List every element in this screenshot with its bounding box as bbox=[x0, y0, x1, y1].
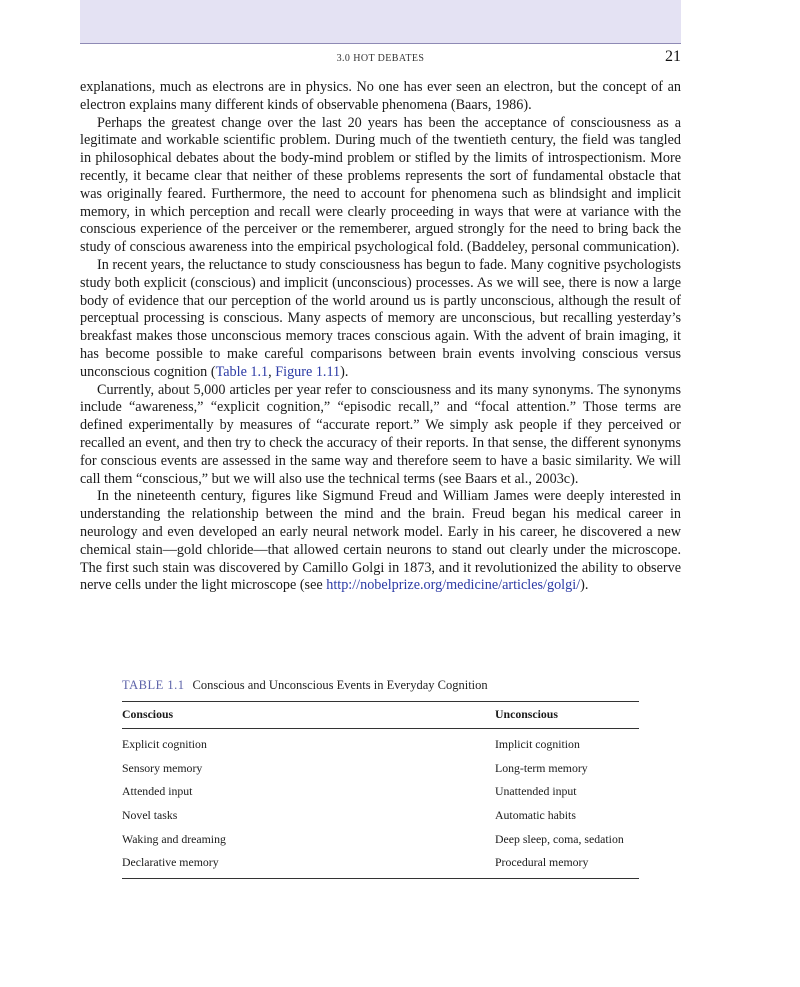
running-title: 3.0 HOT DEBATES bbox=[336, 53, 425, 64]
link-separator: , bbox=[268, 363, 276, 380]
column-header-conscious: Conscious bbox=[122, 702, 495, 729]
paragraph-4: Currently, about 5,000 articles per year refer to consciousness and its many synonyms. The synonyms include “awareness,” “explicit cognition,” “episodic recall,” and “focal attention.” Those terms are defined experimentally by measures of “accurate report.” We simply ask people if they perceived or recalled an event, and then try to check the accuracy of their reports. In that sense, the different synonyms for conscious events are assessed in the same way and therefore seem to have a basic similarity. We will call them “conscious,” but we will also use the technical terms (see Baars et al., 2003c). bbox=[80, 381, 681, 487]
table-row bbox=[122, 729, 639, 757]
table-row bbox=[122, 757, 639, 781]
table-cell: Waking and dreaming bbox=[122, 831, 226, 846]
table-cell: Attended input bbox=[122, 784, 193, 799]
table-row bbox=[122, 851, 639, 878]
table-cell: Deep sleep, coma, sedation bbox=[495, 831, 624, 846]
paragraph-3 bbox=[80, 257, 681, 382]
paragraph-3-end: ). bbox=[340, 363, 349, 380]
table-caption bbox=[122, 678, 639, 693]
table-cell: Sensory memory bbox=[122, 760, 203, 775]
table-row bbox=[122, 780, 639, 804]
table-label: TABLE 1.1 bbox=[122, 678, 185, 692]
figure-1-11-link[interactable]: Figure 1.11 bbox=[275, 363, 341, 380]
table-cell: Declarative memory bbox=[122, 851, 495, 878]
header-band bbox=[80, 0, 681, 44]
table-cell: Automatic habits bbox=[495, 808, 576, 823]
table-header-row bbox=[122, 702, 639, 729]
table-cell: Unattended input bbox=[495, 784, 577, 799]
running-head bbox=[80, 50, 681, 70]
table-cell: Explicit cognition bbox=[122, 737, 207, 752]
table-cell: Implicit cognition bbox=[495, 737, 580, 752]
table-block bbox=[122, 678, 639, 879]
table-cell: Long-term memory bbox=[495, 760, 588, 775]
paragraph-5-end: ). bbox=[580, 577, 589, 594]
table-cell: Procedural memory bbox=[495, 851, 639, 878]
column-header-unconscious: Unconscious bbox=[495, 702, 639, 729]
table-row bbox=[122, 804, 639, 828]
paragraph-5 bbox=[80, 488, 681, 595]
table-row bbox=[122, 827, 639, 851]
table-1-1-link[interactable]: Table 1.1 bbox=[215, 363, 269, 380]
golgi-url-link[interactable]: http://nobelprize.org/medicine/articles/golgi/ bbox=[326, 577, 581, 594]
paragraph-2: Perhaps the greatest change over the last 20 years has been the acceptance of consciousness as a legitimate and workable scientific problem. During much of the twentieth century, the field was tangled in philosophical debates about the body-mind problem or stifled by the limits of introspectionism. More recently, it became clear that neither of these problems represents the sort of fundamental obstacle that was originally feared. Furthermore, the need to account for phenomena such as blindsight and implicit memory, in which perception and recall were clearly proceeding in ways that were at variance with the conscious experience of the perceiver or the rememberer, argued strongly for the need to bring back the study of conscious awareness into the empirical psychological fold. (Baddeley, personal communication). bbox=[80, 114, 681, 256]
table-cell: Novel tasks bbox=[122, 808, 178, 823]
consciousness-table bbox=[122, 701, 639, 879]
page-number: 21 bbox=[665, 48, 681, 65]
paragraph-5-text: In the nineteenth century, figures like Sigmund Freud and William James were deeply interested in understanding the relationship between the mind and the brain. Freud began his medical career in neurology and even developed an early neural network model. Early in his career, he discovered a new chemical stain—gold chloride—that allowed certain neurons to stand out clearly under the microscope. The first such stain was discovered by Camillo Golgi in 1873, and it revolutionized the ability to observe nerve cells under the light microscope (see bbox=[80, 488, 681, 594]
body-text bbox=[80, 79, 681, 595]
table-title: Conscious and Unconscious Events in Everyday Cognition bbox=[192, 678, 488, 692]
paragraph-3-text: In recent years, the reluctance to study consciousness has begun to fade. Many cognitive psychologists study both explicit (conscious) and implicit (unconscious) processes. As we will see, there is now a large body of evidence that our perception of the world around us is partly unconscious, although the result of perceptual processing is conscious. Many aspects of memory are unconscious, but recalling yesterday’s breakfast makes those unconscious memory traces conscious again. With the advent of brain imaging, it has become possible to make careful comparisons between brain events involving conscious versus unconscious cognition ( bbox=[80, 256, 681, 380]
paragraph-1: explanations, much as electrons are in physics. No one has ever seen an electron, but the concept of an electron explains many different kinds of observable phenomena (Baars, 1986). bbox=[80, 79, 681, 113]
